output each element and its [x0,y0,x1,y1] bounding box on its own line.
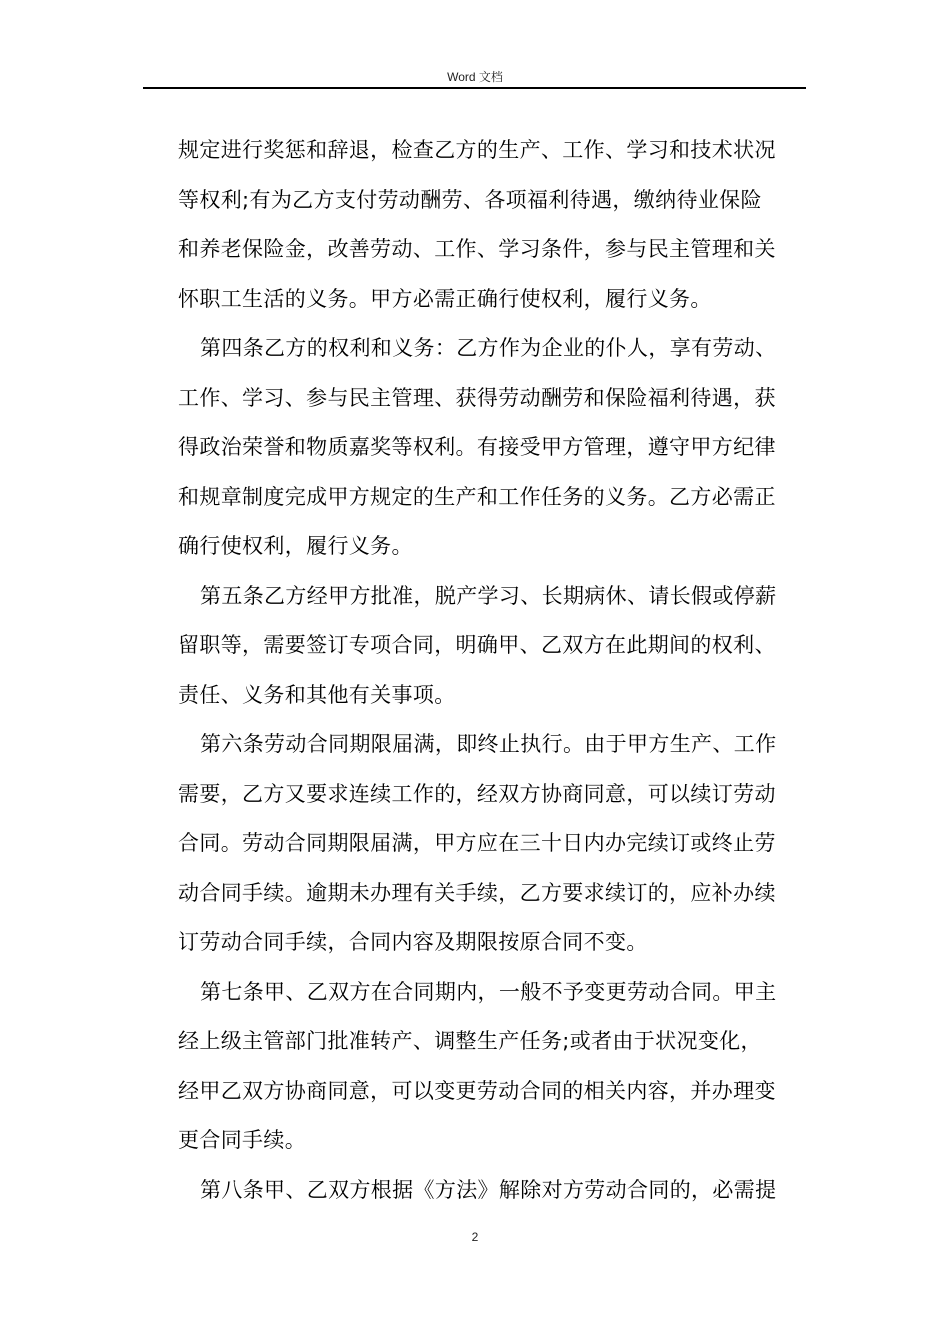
header-divider [143,87,806,89]
text-line: 得政治荣誉和物质嘉奖等权利。有接受甲方管理，遵守甲方纪律 [178,435,776,459]
document-body [178,126,806,1215]
text-line: 经上级主管部门批准转产、调整生产任务;或者由于状况变化， [178,1029,762,1053]
text-line: 怀职工生活的义务。甲方必需正确行使权利，履行义务。 [178,286,712,311]
text-line: 订劳动合同手续，合同内容及期限按原合同不变。 [178,930,648,954]
text-line: 等权利;有为乙方支付劳动酬劳、各项福利待遇，缴纳待业保险 [178,187,762,212]
paragraph-start-line: 第五条乙方经甲方批准，脱产学习、长期病休、请长假或停薪 [200,583,777,608]
text-line: 合同。劳动合同期限届满，甲方应在三十日内办完续订或终止劳 [178,831,776,855]
paragraph-start-line: 第四条乙方的权利和义务：乙方作为企业的仆人，享有劳动、 [200,336,777,360]
paragraph-start-line: 第六条劳动合同期限届满，即终止执行。由于甲方生产、工作 [200,732,777,756]
text-line: 经甲乙双方协商同意，可以变更劳动合同的相关内容，并办理变 [178,1078,776,1103]
page-number: 2 [471,1230,479,1244]
text-line: 确行使权利，履行义务。 [178,534,413,558]
text-line: 留职等，需要签订专项合同，明确甲、乙双方在此期间的权利、 [178,633,776,657]
paragraph-start-line: 第八条甲、乙双方根据《方法》解除对方劳动合同的，必需提 [200,1177,777,1202]
text-line: 更合同手续。 [178,1128,307,1152]
text-line: 工作、学习、参与民主管理、获得劳动酬劳和保险福利待遇，获 [178,385,776,410]
text-line: 规定进行奖惩和辞退，检查乙方的生产、工作、学习和技术状况 [178,138,776,162]
header-title: Word 文档 [447,70,503,84]
text-line: 需要，乙方又要求连续工作的，经双方协商同意，可以续订劳动 [178,781,776,806]
text-line: 责任、义务和其他有关事项。 [178,682,456,707]
text-line: 动合同手续。逾期未办理有关手续，乙方要求续订的，应补办续 [178,880,776,905]
text-line: 和规章制度完成甲方规定的生产和工作任务的义务。乙方必需正 [178,484,776,509]
text-line: 和养老保险金，改善劳动、工作、学习条件，参与民主管理和关 [178,237,776,261]
paragraph-start-line: 第七条甲、乙双方在合同期内，一般不予变更劳动合同。甲主 [200,979,777,1004]
